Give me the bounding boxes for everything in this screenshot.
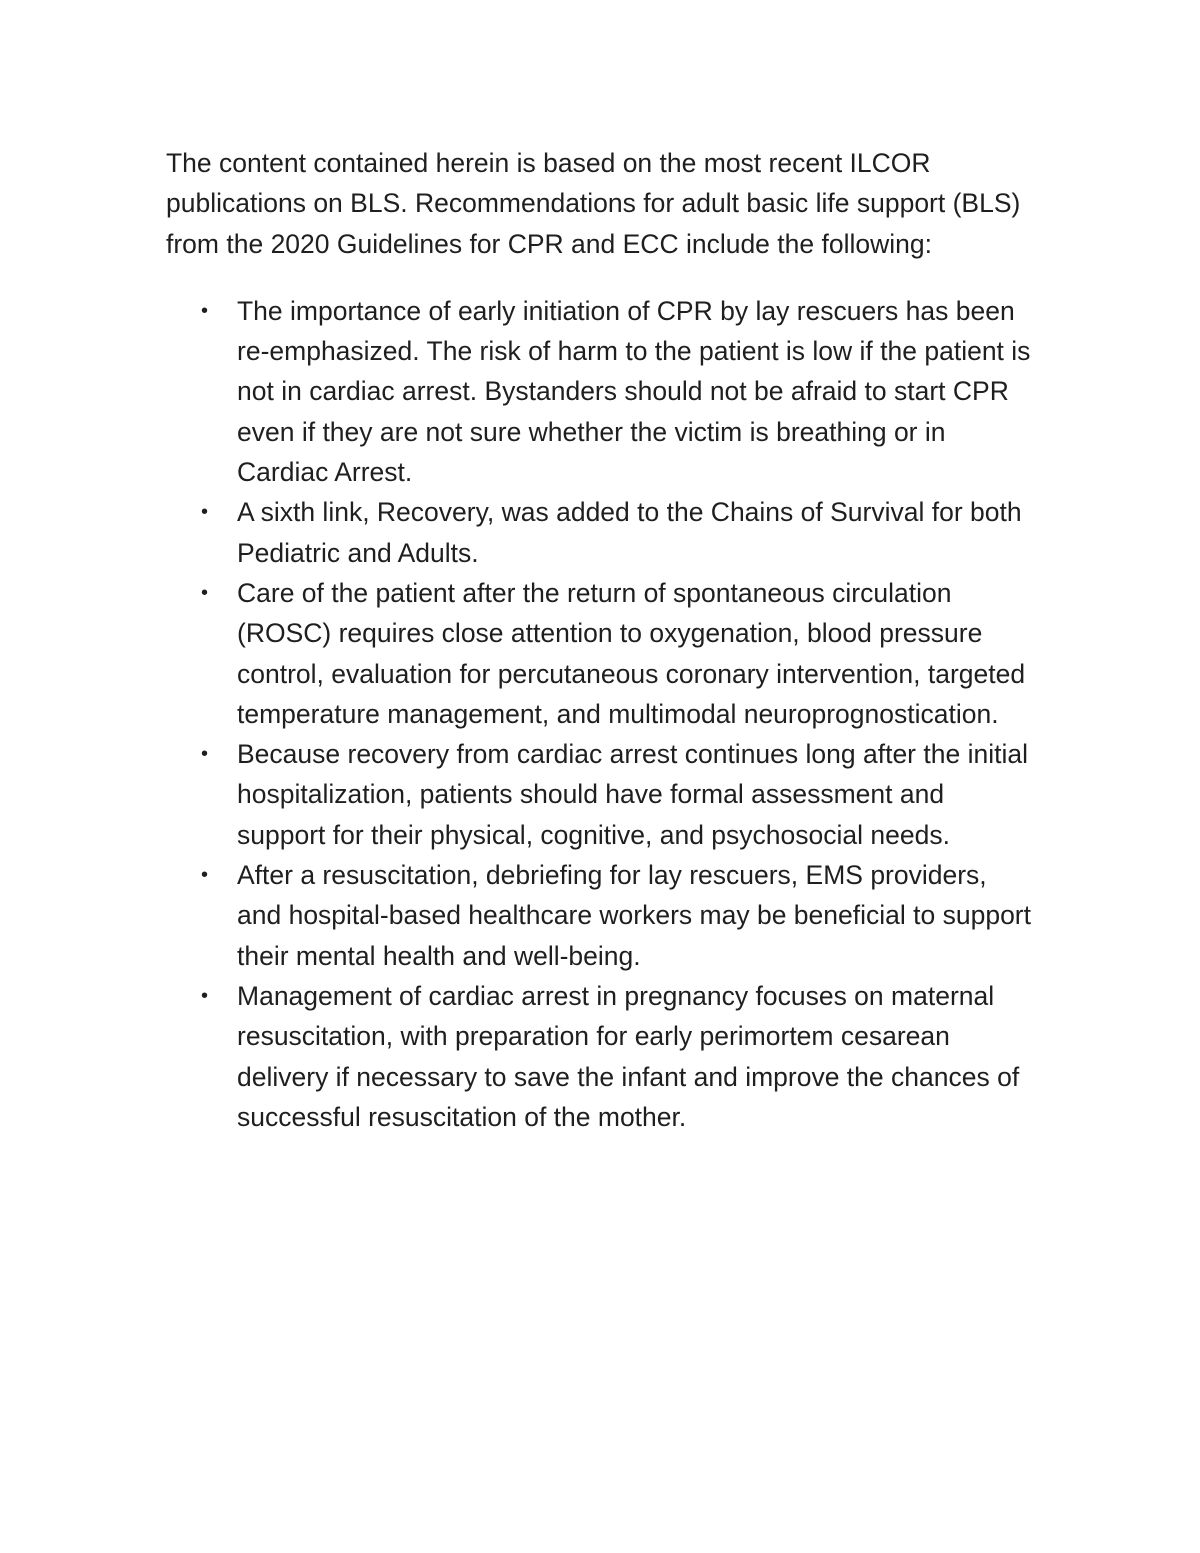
list-item	[166, 855, 1037, 976]
list-item-text: Care of the patient after the return of spontaneous circulation (ROSC) requires close attention to oxygenation, blood pressure control, evaluation for percutaneous coronary intervention, targeted temperature management, and multimodal neuroprognostication.	[237, 577, 1026, 729]
bullet-list	[166, 291, 1046, 1137]
list-item-text: The importance of early initiation of CPR by lay rescuers has been re-emphasized. The risk of harm to the patient is low if the patient is not in cardiac arrest. Bystanders should not be afraid to start CPR even if they are not sure whether the victim is breathing or in Cardiac Arrest.	[237, 295, 1031, 488]
list-item	[166, 492, 1037, 573]
list-item	[166, 976, 1037, 1137]
list-item-text: A sixth link, Recovery, was added to the Chains of Survival for both Pediatric and Adults.	[237, 497, 1022, 568]
bullet-icon: •	[201, 501, 209, 524]
list-item	[166, 734, 1037, 855]
bullet-icon: •	[201, 299, 209, 322]
list-item-text: Management of cardiac arrest in pregnancy focuses on maternal resuscitation, with preparation for early perimortem cesarean delivery if necessary to save the infant and improve the chances of successful resuscitation of the mother.	[237, 980, 1020, 1132]
bullet-icon: •	[201, 581, 209, 604]
list-item-text: Because recovery from cardiac arrest continues long after the initial hospitalization, patients should have formal assessment and support for their physical, cognitive, and psychosocial needs.	[237, 739, 1028, 850]
document-body	[166, 143, 1046, 1137]
bullet-icon: •	[201, 864, 209, 887]
bullet-icon: •	[201, 984, 209, 1007]
intro-paragraph: The content contained herein is based on the most recent ILCOR publications on BLS. Recommendations for adult basic life support (BLS) from the 2020 Guidelines for CPR and ECC include the following:	[166, 148, 1021, 259]
bullet-icon: •	[201, 743, 209, 766]
list-item	[166, 291, 1037, 492]
list-item	[166, 573, 1037, 734]
list-item-text: After a resuscitation, debriefing for lay rescuers, EMS providers, and hospital-based healthcare workers may be beneficial to support their mental health and well-being.	[237, 860, 1031, 971]
